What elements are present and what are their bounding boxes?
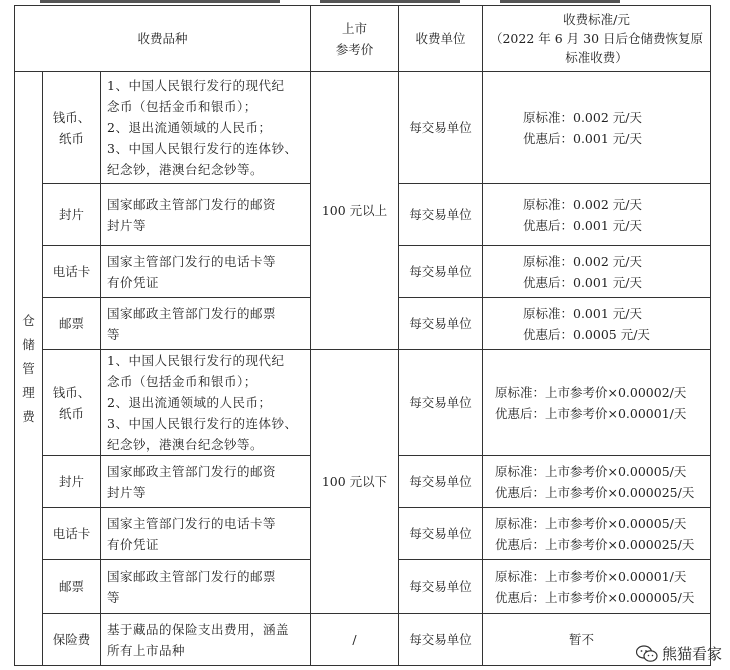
text-line: 封片等 xyxy=(107,217,147,233)
fee-standard xyxy=(483,560,711,614)
text-line: 2、退出流通领域的人民币； xyxy=(107,395,272,410)
item-name xyxy=(43,72,101,184)
text-line: 原标准：0.002 元/天 xyxy=(523,253,642,269)
text-line: 有价凭证 xyxy=(107,536,160,552)
item-name xyxy=(43,508,101,560)
text-line: 电话卡 xyxy=(52,264,91,279)
item-name xyxy=(43,350,101,456)
charge-unit: 每交易单位 xyxy=(399,298,483,350)
group-label-char: 理 xyxy=(22,384,35,400)
watermark-text: 熊猫看家 xyxy=(661,645,722,663)
text-line: 国家邮政主管部门发行的邮资 xyxy=(107,196,277,212)
insurance-name: 保险费 xyxy=(43,614,101,666)
text-line: 有价凭证 xyxy=(107,274,160,290)
insurance-unit: 每交易单位 xyxy=(399,614,483,666)
text-line: 纸币 xyxy=(58,130,84,146)
item-name xyxy=(43,560,101,614)
item-name xyxy=(43,298,101,350)
item-description xyxy=(101,246,311,298)
item-description xyxy=(101,560,311,614)
text-line: 3、中国人民银行发行的连体钞、 xyxy=(107,141,298,156)
text-line: 优惠后：上市参考价×0.000005/天 xyxy=(495,589,695,605)
text-line: 钱币、 xyxy=(52,384,91,400)
text-line: 所有上市品种 xyxy=(107,642,186,658)
text-line: 原标准：0.002 元/天 xyxy=(523,196,642,212)
charge-unit: 每交易单位 xyxy=(399,560,483,614)
fee-row xyxy=(15,72,711,184)
text-line: 国家邮政主管部门发行的邮票 xyxy=(107,305,277,321)
text-line: 基于藏品的保险支出费用，涵盖 xyxy=(107,621,290,637)
text-line: 邮票 xyxy=(58,316,84,331)
group-label-char: 费 xyxy=(22,408,35,424)
text-line: 国家主管部门发行的电话卡等 xyxy=(107,515,277,531)
text-line: 2、退出流通领域的人民币； xyxy=(107,120,272,135)
text-line: 原标准：0.002 元/天 xyxy=(523,109,642,125)
text-line: 优惠后：上市参考价×0.000025/天 xyxy=(495,536,695,552)
fee-standard xyxy=(483,184,711,246)
text-line: 优惠后：上市参考价×0.000025/天 xyxy=(495,484,695,500)
charge-unit: 每交易单位 xyxy=(399,508,483,560)
text-line: 1、中国人民银行发行的现代纪 xyxy=(107,353,285,368)
text-line: 电话卡 xyxy=(52,526,91,541)
charge-unit: 每交易单位 xyxy=(399,246,483,298)
text-line: 国家邮政主管部门发行的邮票 xyxy=(107,568,277,584)
text-line: 封片 xyxy=(58,474,84,489)
header-unit: 收费单位 xyxy=(399,6,483,72)
charge-unit: 每交易单位 xyxy=(399,456,483,508)
item-description xyxy=(101,456,311,508)
fee-standard xyxy=(483,456,711,508)
fee-standard xyxy=(483,298,711,350)
item-description xyxy=(101,298,311,350)
item-description xyxy=(101,72,311,184)
text-line: 优惠后：0.001 元/天 xyxy=(523,130,642,146)
item-name xyxy=(43,184,101,246)
text-line: 封片 xyxy=(58,207,84,222)
text-line: 优惠后：0.0005 元/天 xyxy=(523,326,650,342)
text-line: 1、中国人民银行发行的现代纪 xyxy=(107,78,285,93)
text-line: 优惠后：上市参考价×0.00001/天 xyxy=(495,405,687,421)
text-line: 纪念钞，港澳台纪念钞等。 xyxy=(107,162,264,177)
text-line: 原标准：上市参考价×0.00005/天 xyxy=(495,463,687,479)
text-line: 纪念钞，港澳台纪念钞等。 xyxy=(107,437,264,452)
text-line: 优惠后：0.001 元/天 xyxy=(523,274,642,290)
charge-unit: 每交易单位 xyxy=(399,184,483,246)
text-line: 原标准：上市参考价×0.00001/天 xyxy=(495,568,687,584)
text-line: 原标准：上市参考价×0.00005/天 xyxy=(495,515,687,531)
header-category: 收费品种 xyxy=(15,6,311,72)
insurance-row xyxy=(15,614,711,666)
text-line: 国家主管部门发行的电话卡等 xyxy=(107,253,277,269)
insurance-price: / xyxy=(311,614,399,666)
charge-unit: 每交易单位 xyxy=(399,350,483,456)
fee-standard xyxy=(483,246,711,298)
reference-price: 100 元以上 xyxy=(311,72,399,350)
header-fee: 收费标准/元 （2022 年 6 月 30 日后仓储费恢复原 标准收费） xyxy=(483,6,711,72)
text-line: 钱币、 xyxy=(52,109,91,125)
text-line: 3、中国人民银行发行的连体钞、 xyxy=(107,416,298,431)
reference-price: 100 元以下 xyxy=(311,350,399,614)
text-line: 原标准：上市参考价×0.00002/天 xyxy=(495,384,687,400)
group-label-char: 储 xyxy=(22,336,35,352)
item-description xyxy=(101,350,311,456)
wechat-icon xyxy=(636,645,658,663)
item-description xyxy=(101,184,311,246)
text-line: 封片等 xyxy=(107,484,147,500)
text-line: 国家邮政主管部门发行的邮资 xyxy=(107,463,277,479)
text-line: 等 xyxy=(107,326,121,342)
text-line: 暂不 xyxy=(569,632,595,647)
text-line: 念币（包括金币和银币）； xyxy=(107,99,257,114)
item-name xyxy=(43,246,101,298)
text-line: 优惠后：0.001 元/天 xyxy=(523,217,642,233)
fee-standard xyxy=(483,350,711,456)
fee-table xyxy=(14,5,711,666)
text-line: 邮票 xyxy=(58,579,84,594)
fee-row xyxy=(15,350,711,456)
group-label-char: 仓 xyxy=(22,312,35,328)
header-row xyxy=(15,6,711,72)
item-description xyxy=(101,508,311,560)
group-label-storage-fee xyxy=(15,72,43,666)
charge-unit: 每交易单位 xyxy=(399,72,483,184)
fee-standard xyxy=(483,72,711,184)
insurance-description xyxy=(101,614,311,666)
text-line: 等 xyxy=(107,589,121,605)
watermark xyxy=(636,643,722,664)
group-label-char: 管 xyxy=(22,360,35,376)
text-line: 纸币 xyxy=(58,405,84,421)
text-line: 原标准：0.001 元/天 xyxy=(523,305,642,321)
fee-standard xyxy=(483,508,711,560)
header-price: 上市 参考价 xyxy=(311,6,399,72)
text-line: 念币（包括金币和银币）； xyxy=(107,374,257,389)
item-name xyxy=(43,456,101,508)
